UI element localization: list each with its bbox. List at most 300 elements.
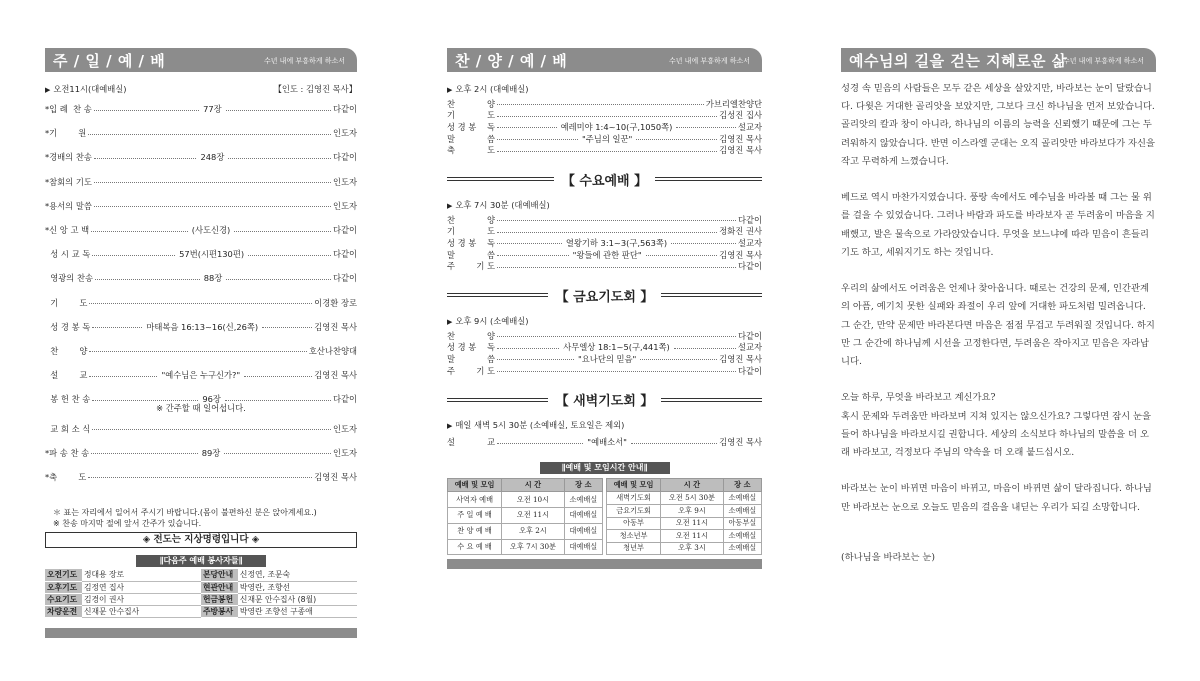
section-title: 주 / 일 / 예 / 배 <box>53 51 166 70</box>
service-label-part: 양 <box>486 214 495 225</box>
schedule-cell: 소예배실 <box>723 492 761 505</box>
order-row <box>45 194 357 218</box>
order-row <box>45 291 357 315</box>
wednesday-time: 오후 7시 30분 (대예배실) <box>455 199 550 210</box>
dot-leader <box>92 327 142 328</box>
triangle-icon: ▶ <box>447 201 453 210</box>
schedule-header-cell: 장 소 <box>564 479 602 492</box>
order-detail: "예수님은 누구신가?" <box>161 370 241 381</box>
dot-leader <box>631 443 717 444</box>
order-label: 봉 헌 찬 송 <box>45 394 91 405</box>
order-person: 다같이 <box>332 225 357 236</box>
schedule-cell: 새벽기도회 <box>607 492 661 505</box>
schedule-header-cell: 예배 및 모임 <box>607 479 661 492</box>
volunteer-role: 오전기도 <box>45 569 82 581</box>
section-heading: 【 금요기도회 】 <box>555 289 654 305</box>
devotional-signature: (하나님을 바라보는 눈) <box>841 551 935 563</box>
dot-leader <box>89 351 307 352</box>
volunteer-row <box>45 581 357 593</box>
service-detail: 열왕기하 3:1~3(구,563쪽) <box>565 237 668 248</box>
footnote: ＊ 표는 자리에서 일어서 주시기 바랍니다.(몸이 불편하신 분은 앉아계세요.) <box>53 508 317 517</box>
dot-leader <box>497 255 569 256</box>
volunteer-title: ∥다음주 예배 봉사자들∥ <box>136 555 266 567</box>
schedule-row <box>607 492 762 505</box>
service-detail: "주님의 일꾼" <box>581 133 633 144</box>
devotional-paragraph: 오늘 하루, 무엇을 바라보고 계신가요? 혹시 문제와 두려움만 바라보며 지쳐 있지는 않으신가요? 그렇다면 잠시 눈을 들어 하나님을 바라보시길 권합니다. 세상의 소식보다 하나님의 말씀을 더 오래 바라보고, 걱정보다 주님의 약속을 더 오래 붙드십시오. <box>841 392 1151 459</box>
order-row <box>45 266 357 290</box>
friday-order <box>447 330 762 376</box>
service-label-part: 기 도 <box>476 261 495 272</box>
service-detail: "예배소서" <box>587 437 627 448</box>
volunteer-role: 본당안내 <box>201 569 238 581</box>
service-detail: "요나단의 믿음" <box>577 353 637 364</box>
order-person: 다같이 <box>332 104 358 115</box>
volunteer-name: 김경이 권사 <box>82 593 201 605</box>
friday-time-row <box>447 315 762 327</box>
service-label <box>447 353 495 365</box>
schedule-row <box>607 542 762 555</box>
service-person: 다같이 <box>737 214 762 225</box>
dot-leader <box>225 400 331 401</box>
schedule-tables <box>447 478 762 555</box>
service-person: 김영진 목사 <box>719 249 763 260</box>
schedule-header-cell: 시 간 <box>502 479 565 492</box>
footnote: ※ 찬송 마지막 절에 앞서 간주가 있습니다. <box>53 519 202 528</box>
service-label-part: 교 <box>486 437 495 448</box>
dot-leader <box>497 359 574 360</box>
schedule-cell: 대예배실 <box>564 539 602 555</box>
service-row <box>447 353 762 365</box>
volunteer-name: 정대용 장로 <box>82 569 201 581</box>
schedule-cell: 오후 2시 <box>502 523 565 539</box>
service-label-part: 찬 <box>447 330 456 341</box>
dot-leader <box>497 371 736 372</box>
order-row <box>45 339 357 363</box>
service-label-part: 양 <box>486 98 495 109</box>
service-info <box>45 83 357 95</box>
order-person: 인도자 <box>332 128 357 139</box>
order-detail: 96장 <box>202 394 221 405</box>
volunteer-role: 현관안내 <box>201 581 238 593</box>
schedule-row <box>448 523 603 539</box>
devotional-column <box>841 48 1156 585</box>
service-label-part: 주 <box>447 261 456 272</box>
service-row <box>447 110 762 122</box>
leader-label: 【인도 : 김영진 목사】 <box>273 84 357 94</box>
service-detail: "왕들에 관한 판단" <box>572 249 642 260</box>
service-row <box>447 330 762 342</box>
service-person: 다같이 <box>737 330 762 341</box>
service-label-part: 찬 <box>447 214 456 225</box>
dot-leader <box>497 151 717 152</box>
dot-leader <box>94 158 197 159</box>
service-person: 김성진 집사 <box>719 110 762 121</box>
evangelism-banner: ◈ 전도는 지상명령입니다 ◈ <box>45 532 357 548</box>
service-label-part: 성 경 봉 <box>447 237 477 248</box>
service-label <box>447 436 495 448</box>
service-row <box>447 144 762 156</box>
dot-leader <box>640 359 717 360</box>
schedule-table-right <box>606 478 762 555</box>
friday-heading <box>447 286 762 305</box>
wednesday-heading <box>447 170 762 189</box>
devotional-paragraph: 베드로 역시 마찬가지였습니다. 풍랑 속에서도 예수님을 바라볼 때 그는 물 위를 걸을 수 있었습니다. 그러나 바람과 파도를 바라보자 곧 두려움이 마음을 지배했고, 발은 물속으로 가라앉았습니다. 무엇을 보느냐에 따라 믿음이 흔들리기도 하고, 세워지기도 하는 것입니다. <box>841 192 1155 258</box>
schedule-cell: 대예배실 <box>564 508 602 524</box>
order-label: *파 송 찬 송 <box>45 447 90 458</box>
dot-leader <box>95 279 200 280</box>
order-label: *경배의 찬송 <box>45 152 92 163</box>
service-label-part: 설 <box>447 437 456 448</box>
praise-order <box>447 98 762 156</box>
volunteer-role: 헌금봉헌 <box>201 593 238 605</box>
order-label: 기 도 <box>45 297 88 308</box>
service-person: 김영진 목사 <box>719 145 762 156</box>
service-person: 김영진 목사 <box>719 437 763 448</box>
order-label: *용서의 말씀 <box>45 200 92 211</box>
triangle-icon: ▶ <box>447 317 453 326</box>
service-label-part: 성 경 봉 <box>447 121 477 132</box>
dot-leader <box>497 104 704 105</box>
service-person: 가브리엘찬양단 <box>705 98 762 109</box>
dawn-time: 매일 새벽 5시 30분 (소예배실, 토요일은 제외) <box>455 420 625 431</box>
order-person: 김영진 목사 <box>314 471 357 482</box>
order-row <box>45 170 357 194</box>
volunteer-row <box>45 605 357 617</box>
service-person: 설교자 <box>737 342 762 353</box>
schedule-cell: 아동부실 <box>723 517 761 530</box>
service-label <box>447 109 495 121</box>
volunteer-name: 신재문 안수집사 (8월) <box>238 593 357 605</box>
wednesday-time-row <box>447 199 762 211</box>
dot-leader <box>224 453 331 454</box>
order-person: 인도자 <box>332 176 357 187</box>
order-detail: 89장 <box>201 447 221 458</box>
service-row <box>447 237 762 249</box>
dot-leader <box>497 243 562 244</box>
order-row <box>45 416 357 440</box>
service-label-part: 도 <box>486 226 495 237</box>
devotional-header <box>841 48 1156 72</box>
service-label-part: 기 <box>447 226 456 237</box>
volunteer-role: 오후기도 <box>45 581 82 593</box>
dot-leader <box>497 116 717 117</box>
footer-bar <box>447 559 762 569</box>
dot-leader <box>262 327 312 328</box>
service-label-part: 양 <box>486 330 495 341</box>
section-title: 예수님의 길을 걷는 지혜로운 삶 <box>849 51 1067 70</box>
dot-leader <box>88 477 312 478</box>
service-detail: 사무엘상 18:1~5(구,441쪽) <box>563 342 670 353</box>
service-label <box>447 365 495 377</box>
service-person: 설교자 <box>737 237 762 248</box>
order-person: 김영진 목사 <box>314 370 358 381</box>
schedule-cell: 주 일 예 배 <box>448 508 502 524</box>
service-label-part: 씀 <box>486 353 495 364</box>
order-label: *신 앙 고 백 <box>45 225 90 236</box>
schedule-cell: 오전 11시 <box>502 508 565 524</box>
sunday-service-column <box>45 48 357 638</box>
schedule-cell: 소예배실 <box>564 492 602 508</box>
service-row <box>447 121 762 133</box>
schedule-cell: 오후 7시 30분 <box>502 539 565 555</box>
order-label: *기 원 <box>45 128 87 139</box>
devotional-paragraph: 우리의 삶에서도 어려움은 언제나 찾아옵니다. 때로는 건강의 문제, 인간관계의 아픔, 예기치 못한 실패와 좌절이 우리 앞에 거대한 파도처럼 밀려옵니다. 그 순간, 만약 문제만 바라본다면 마음은 점점 무겁고 두려워질 것입니다. 하지만 그 순간에 하나님께 시선을 고정한다면, 두려움은 작아지고 믿음은 자라납니다. <box>841 283 1155 368</box>
dawn-time-row <box>447 419 762 431</box>
dot-leader <box>497 336 736 337</box>
order-detail: 마태복음 16:13~16(신,26쪽) <box>146 321 259 332</box>
order-detail: 88장 <box>203 273 223 284</box>
section-heading: 【 새벽기도회 】 <box>555 394 654 410</box>
service-label-part: 말 <box>447 353 456 364</box>
dot-leader <box>94 110 199 111</box>
service-label-part: 말 <box>447 133 456 144</box>
volunteer-name: 박영란 조향선 구종애 <box>238 605 357 617</box>
section-heading: 【 수요예배 】 <box>561 173 648 189</box>
order-person: 인도자 <box>332 200 357 211</box>
schedule-title: ∥예배 및 모임시간 안내∥ <box>540 462 670 474</box>
service-person: 다같이 <box>737 261 762 272</box>
service-person: 다같이 <box>737 365 762 376</box>
order-person: 김영진 목사 <box>314 321 358 332</box>
order-person: 이경환 장로 <box>314 297 357 308</box>
order-row <box>45 363 357 387</box>
service-row <box>447 98 762 110</box>
triangle-icon: ▶ <box>447 422 453 431</box>
service-label <box>447 330 495 342</box>
order-label: 찬 양 <box>45 345 88 356</box>
volunteer-role: 수요기도 <box>45 593 82 605</box>
schedule-row <box>607 504 762 517</box>
order-detail: (사도신경) <box>191 225 231 236</box>
dot-leader <box>646 255 718 256</box>
section-title: 찬 / 양 / 예 / 배 <box>455 51 568 70</box>
schedule-cell: 대예배실 <box>564 523 602 539</box>
dot-leader <box>244 376 312 377</box>
schedule-row <box>448 539 603 555</box>
section-subtitle: 수년 내에 부흥하게 하소서 <box>668 57 750 65</box>
order-person: 다같이 <box>332 152 357 163</box>
service-label <box>447 237 495 249</box>
service-label-part: 기 <box>447 110 456 121</box>
schedule-cell: 찬 양 예 배 <box>448 523 502 539</box>
service-label <box>447 133 495 145</box>
order-person: 다같이 <box>332 394 357 405</box>
schedule-cell: 오전 11시 <box>661 517 724 530</box>
schedule-header-cell: 예배 및 모임 <box>448 479 502 492</box>
order-label: 설 교 <box>45 370 88 381</box>
order-of-worship <box>45 97 357 489</box>
schedule-cell: 청년부 <box>607 542 661 555</box>
service-detail: 예레미야 1:4~10(구,1050쪽) <box>560 121 673 132</box>
devotional-text <box>841 80 1156 567</box>
service-person: 설교자 <box>737 121 762 132</box>
volunteer-name: 신재문 안수집사 <box>82 605 201 617</box>
order-row <box>45 97 357 121</box>
dot-leader <box>91 453 198 454</box>
service-label-part: 독 <box>486 121 495 132</box>
service-label <box>447 214 495 226</box>
dot-leader <box>226 279 331 280</box>
dot-leader <box>497 127 557 128</box>
service-label <box>447 98 495 110</box>
devotional-paragraph: 바라보는 눈이 바뀌면 마음이 바뀌고, 마음이 바뀌면 삶이 달라집니다. 하나님만 바라보는 눈으로 오늘도 믿음의 걸음을 내딛는 우리가 되길 소망합니다. <box>841 483 1152 513</box>
dot-leader <box>228 158 331 159</box>
footer-bar <box>45 628 357 638</box>
dot-leader <box>94 182 331 183</box>
order-row <box>45 218 357 242</box>
service-label <box>447 249 495 261</box>
praise-time-row <box>447 83 762 95</box>
schedule-cell: 청소년부 <box>607 530 661 543</box>
dot-leader <box>497 220 736 221</box>
wednesday-order <box>447 214 762 272</box>
service-row <box>447 365 762 377</box>
service-row <box>447 214 762 226</box>
order-label: *입 례 찬 송 <box>45 104 92 115</box>
order-label: 성 시 교 독 <box>45 249 91 260</box>
dot-leader <box>674 348 736 349</box>
dot-leader <box>676 127 736 128</box>
dot-leader <box>636 139 717 140</box>
service-label-part: 성 경 봉 <box>447 342 477 353</box>
service-label-part: 축 <box>447 145 456 156</box>
triangle-icon: ▶ <box>45 86 51 94</box>
dot-leader <box>671 243 736 244</box>
dot-leader <box>91 231 188 232</box>
dot-leader <box>94 206 331 207</box>
order-row <box>45 121 357 145</box>
volunteer-name: 박영란, 조향선 <box>238 581 357 593</box>
order-person: 인도자 <box>332 423 357 434</box>
volunteer-table <box>45 569 357 618</box>
order-detail: 77장 <box>203 104 222 115</box>
order-row <box>45 145 357 169</box>
schedule-row <box>607 530 762 543</box>
service-label <box>447 121 495 133</box>
schedule-header-cell: 시 간 <box>661 479 724 492</box>
devotional-paragraph: 성경 속 믿음의 사람들은 모두 같은 세상을 살았지만, 바라보는 눈이 달랐습니다. 다윗은 거대한 골리앗을 보았지만, 그보다 크신 하나님을 먼저 보았습니다. 골리앗의 칼과 창이 아니라, 하나님의 이름의 능력을 신뢰했기 때문에 그는 두려워하지 않았습니다. 반면 이스라엘 군대는 오직 골리앗만 바라보다가 자신을 작고 무력하게 느꼈습니다. <box>841 83 1155 167</box>
order-person: 호산나찬양대 <box>308 345 357 356</box>
praise-service-column <box>447 48 762 569</box>
order-label: 성 경 봉 독 <box>45 321 91 332</box>
order-person: 다같이 <box>332 273 357 284</box>
schedule-cell: 오후 3시 <box>661 542 724 555</box>
schedule-cell: 아동부 <box>607 517 661 530</box>
service-row <box>447 342 762 354</box>
dawn-order <box>447 434 762 450</box>
service-person: 김영진 목사 <box>719 353 763 364</box>
service-label <box>447 341 495 353</box>
order-label: 영광의 찬송 <box>45 273 93 284</box>
dot-leader <box>497 139 578 140</box>
dot-leader <box>92 429 331 430</box>
service-row <box>447 434 762 450</box>
dot-leader <box>88 134 331 135</box>
service-label-part: 기 도 <box>476 365 495 376</box>
order-detail: 248장 <box>200 152 225 163</box>
friday-time: 오후 9시 (소예배실) <box>455 315 529 326</box>
order-label: *축 도 <box>45 471 87 482</box>
service-row <box>447 249 762 261</box>
order-row <box>45 315 357 339</box>
schedule-cell: 오전 10시 <box>502 492 565 508</box>
service-row <box>447 133 762 145</box>
volunteer-role: 차량운전 <box>45 605 82 617</box>
dot-leader <box>89 376 157 377</box>
dot-leader <box>226 110 331 111</box>
schedule-cell: 수 요 예 배 <box>448 539 502 555</box>
triangle-icon: ▶ <box>447 86 453 94</box>
schedule-table-left <box>447 478 603 555</box>
praise-service-header <box>447 48 762 72</box>
order-detail: 57번(시편130편) <box>179 249 245 260</box>
service-time: 오전11시(대예배실) <box>53 84 127 94</box>
service-row <box>447 260 762 272</box>
schedule-cell: 오전 11시 <box>661 530 724 543</box>
service-person: 김영진 목사 <box>719 133 763 144</box>
service-label <box>447 260 495 272</box>
service-label-part: 독 <box>486 237 495 248</box>
service-label <box>447 144 495 156</box>
service-label-part: 도 <box>486 110 495 121</box>
dot-leader <box>92 400 198 401</box>
order-label: *참회의 기도 <box>45 176 92 187</box>
schedule-row <box>607 517 762 530</box>
volunteer-row <box>45 569 357 581</box>
schedule-cell: 오후 9시 <box>661 504 724 517</box>
dot-leader <box>497 267 736 268</box>
dot-leader <box>92 255 175 256</box>
service-label-part: 주 <box>447 365 456 376</box>
order-person: 인도자 <box>332 447 357 458</box>
volunteer-row <box>45 593 357 605</box>
service-row <box>447 226 762 238</box>
volunteer-name: 신정연, 조문숙 <box>238 569 357 581</box>
service-label-part: 찬 <box>447 98 456 109</box>
order-person: 다같이 <box>332 249 358 260</box>
footnotes <box>45 507 357 529</box>
schedule-row <box>448 508 603 524</box>
dot-leader <box>497 348 559 349</box>
order-row <box>45 465 357 489</box>
order-label: 교 회 소 식 <box>45 423 91 434</box>
praise-time: 오후 2시 (대예배실) <box>455 84 529 94</box>
sunday-service-header <box>45 48 357 72</box>
schedule-cell: 소예배실 <box>723 530 761 543</box>
schedule-row <box>448 492 603 508</box>
schedule-cell: 오전 5시 30분 <box>661 492 724 505</box>
section-subtitle: 수년 내에 부흥하게 하소서 <box>1062 57 1144 65</box>
dot-leader <box>234 231 331 232</box>
section-subtitle: 수년 내에 부흥하게 하소서 <box>263 57 345 65</box>
dot-leader <box>248 255 331 256</box>
service-label-part: 씀 <box>486 249 495 260</box>
service-label-part: 독 <box>486 342 495 353</box>
dot-leader <box>497 232 717 233</box>
service-person: 정화진 권사 <box>719 226 762 237</box>
dawn-heading <box>447 390 762 409</box>
schedule-cell: 소예배실 <box>723 504 761 517</box>
schedule-cell: 소예배실 <box>723 542 761 555</box>
schedule-cell: 사역자 예배 <box>448 492 502 508</box>
schedule-header-cell: 장 소 <box>723 479 761 492</box>
order-row <box>45 441 357 465</box>
order-row <box>45 242 357 266</box>
service-label-part: 씀 <box>486 133 495 144</box>
service-label-part: 말 <box>447 249 456 260</box>
volunteer-role: 주방봉사 <box>201 605 238 617</box>
schedule-cell: 금요기도회 <box>607 504 661 517</box>
